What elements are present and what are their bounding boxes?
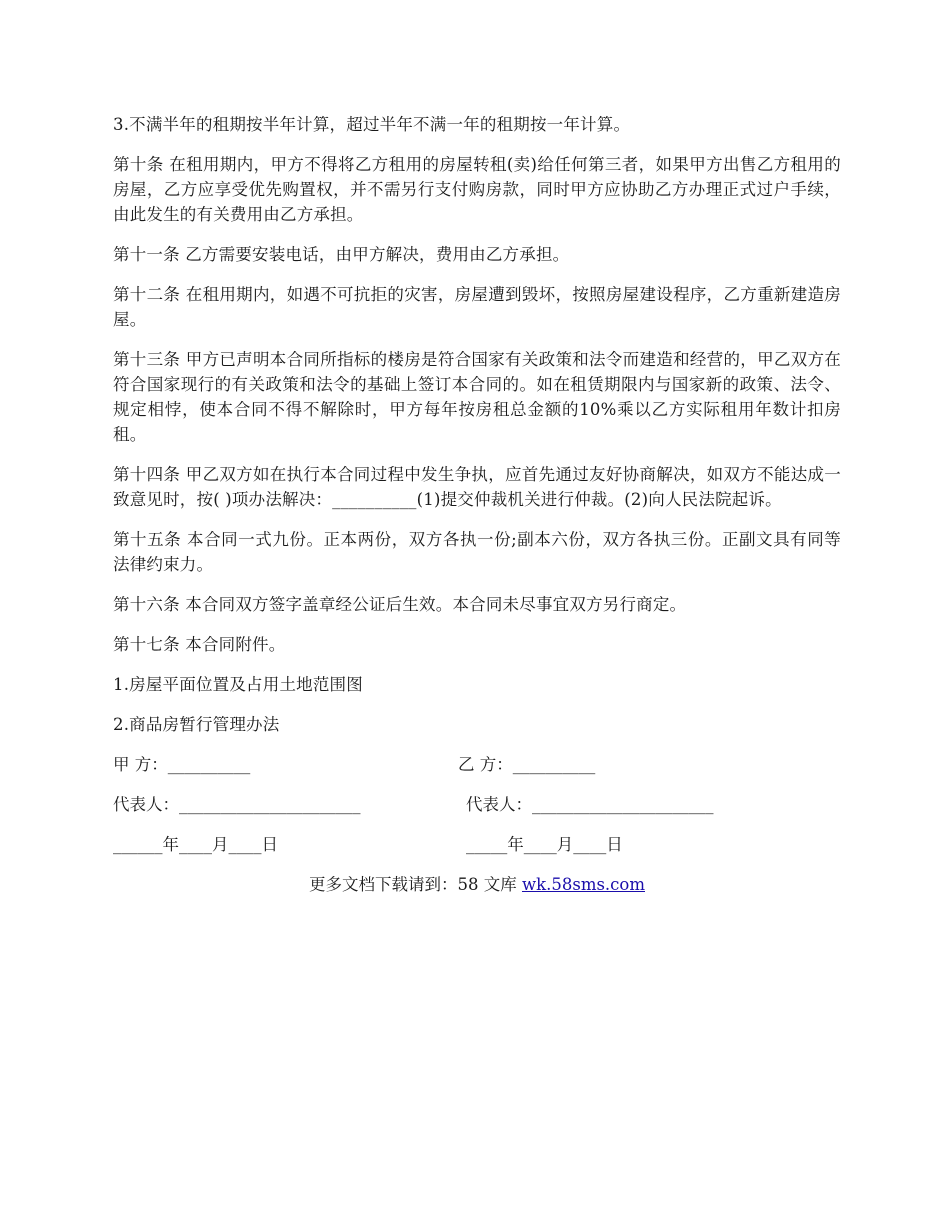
document-page [113,112,841,897]
download-footer [113,872,841,897]
signature-party-row [113,752,841,777]
party-a-representative: 代表人：______________________ [113,795,361,814]
paragraph-article-17: 第十七条 本合同附件。 [113,635,286,654]
signature-date-row [113,832,841,857]
party-a-date: ______年____月____日 [113,835,278,854]
attachment-2: 2.商品房暂行管理办法 [113,715,280,734]
party-b-date: _____年____月____日 [466,835,623,854]
party-b-representative: 代表人：______________________ [466,795,714,814]
paragraph-article-15: 第十五条 本合同一式九份。正本两份，双方各执一份;副本六份，双方各执三份。正副文具有同等法律约束力。 [113,530,841,574]
paragraph-article-13: 第十三条 甲方已声明本合同所指标的楼房是符合国家有关政策和法令而建造和经营的，甲乙双方在符合国家现行的有关政策和法令的基础上签订本合同的。如在租赁期限内与国家新的政策、法令、规定相悖，使本合同不得不解除时，甲方每年按房租总金额的10%乘以乙方实际租用年数计扣房租。 [113,350,841,444]
paragraph-article-16: 第十六条 本合同双方签字盖章经公证后生效。本合同未尽事宜双方另行商定。 [113,595,687,614]
footer-prefix: 更多文档下载请到：58 文库 [308,875,522,894]
attachment-1: 1.房屋平面位置及占用土地范围图 [113,675,363,694]
party-a-signature: 甲 方：__________ [113,755,251,774]
signature-representative-row [113,792,841,817]
paragraph-1: 3.不满半年的租期按半年计算，超过半年不满一年的租期按一年计算。 [113,115,631,134]
paragraph-article-12: 第十二条 在租用期内，如遇不可抗拒的灾害，房屋遭到毁坏，按照房屋建设程序，乙方重新建造房屋。 [113,285,841,329]
paragraph-article-14: 第十四条 甲乙双方如在执行本合同过程中发生争执，应首先通过友好协商解决，如双方不能达成一致意见时，按( )项办法解决：__________(1)提交仲裁机关进行仲裁。(2)向人民法院起诉。 [113,465,841,509]
footer-link[interactable]: wk.58sms.com [521,875,645,894]
party-b-signature: 乙 方：__________ [458,755,596,774]
paragraph-article-11: 第十一条 乙方需要安装电话，由甲方解决，费用由乙方承担。 [113,245,570,264]
paragraph-article-10: 第十条 在租用期内，甲方不得将乙方租用的房屋转租(卖)给任何第三者，如果甲方出售乙方租用的房屋，乙方应享受优先购置权，并不需另行支付购房款，同时甲方应协助乙方办理正式过户手续，由此发生的有关费用由乙方承担。 [113,155,841,224]
